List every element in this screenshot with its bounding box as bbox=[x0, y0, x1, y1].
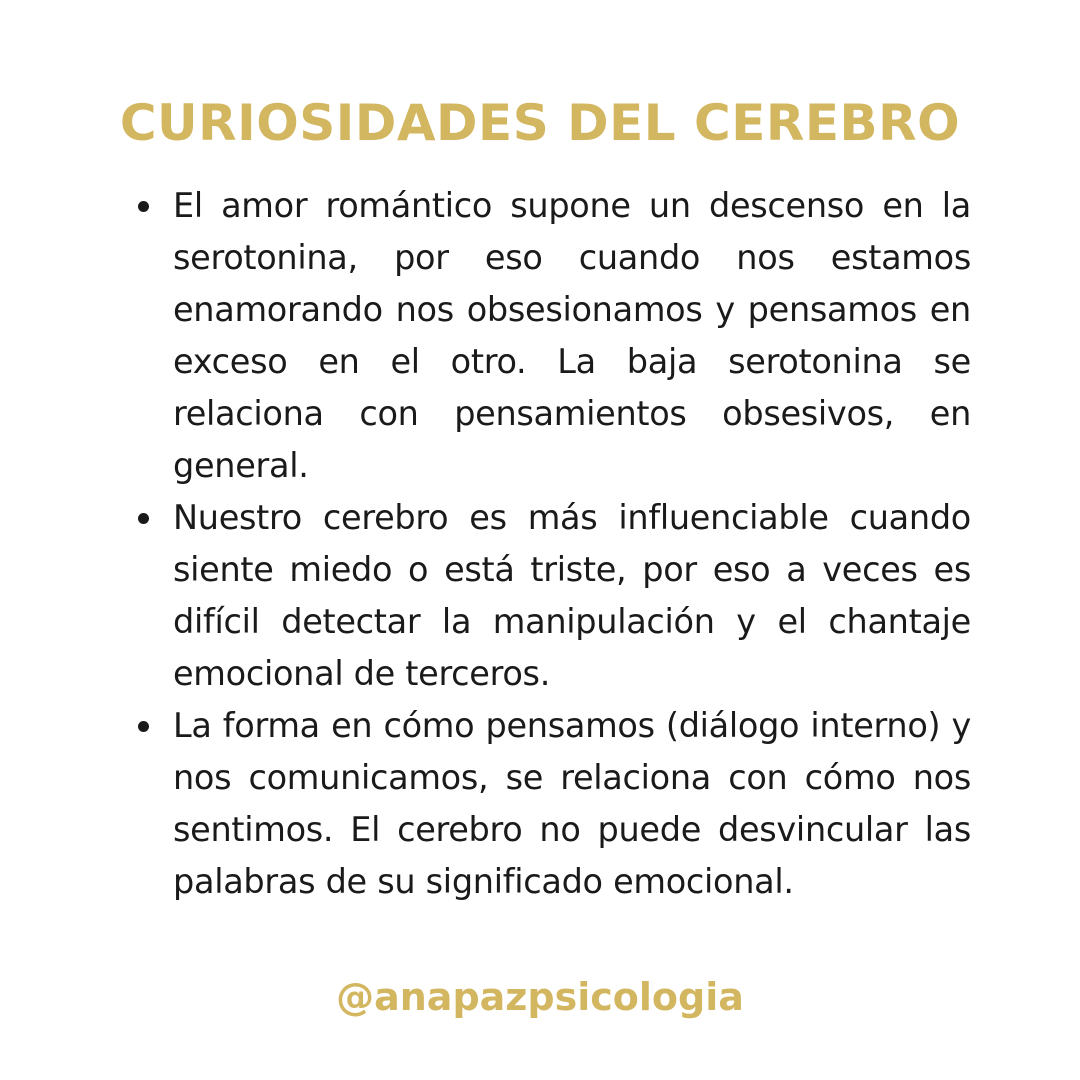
fact-text: Nuestro cerebro es más influenciable cuando siente miedo o está triste, por eso a veces es difícil detectar la manipulación y el chantaje emocional de terceros. bbox=[173, 498, 971, 693]
author-handle: @anapazpsicologia bbox=[336, 975, 744, 1019]
fact-text: La forma en cómo pensamos (diálogo interno) y nos comunicamos, se relaciona con cómo nos sentimos. El cerebro no puede desvincular las palabras de su significado emocional. bbox=[173, 706, 971, 901]
fact-text: El amor romántico supone un descenso en la serotonina, por eso cuando nos estamos enamorando nos obsesionamos y pensamos en exceso en el otro. La baja serotonina se relaciona con pensamientos obsesivos, en general. bbox=[173, 186, 971, 485]
bullet-icon bbox=[138, 721, 149, 732]
list-item bbox=[173, 700, 971, 908]
list-item bbox=[173, 180, 971, 492]
bullet-icon bbox=[138, 513, 149, 524]
page-title: CURIOSIDADES DEL CEREBRO bbox=[119, 94, 961, 152]
facts-list bbox=[173, 180, 971, 908]
list-item bbox=[173, 492, 971, 700]
bullet-icon bbox=[138, 201, 149, 212]
